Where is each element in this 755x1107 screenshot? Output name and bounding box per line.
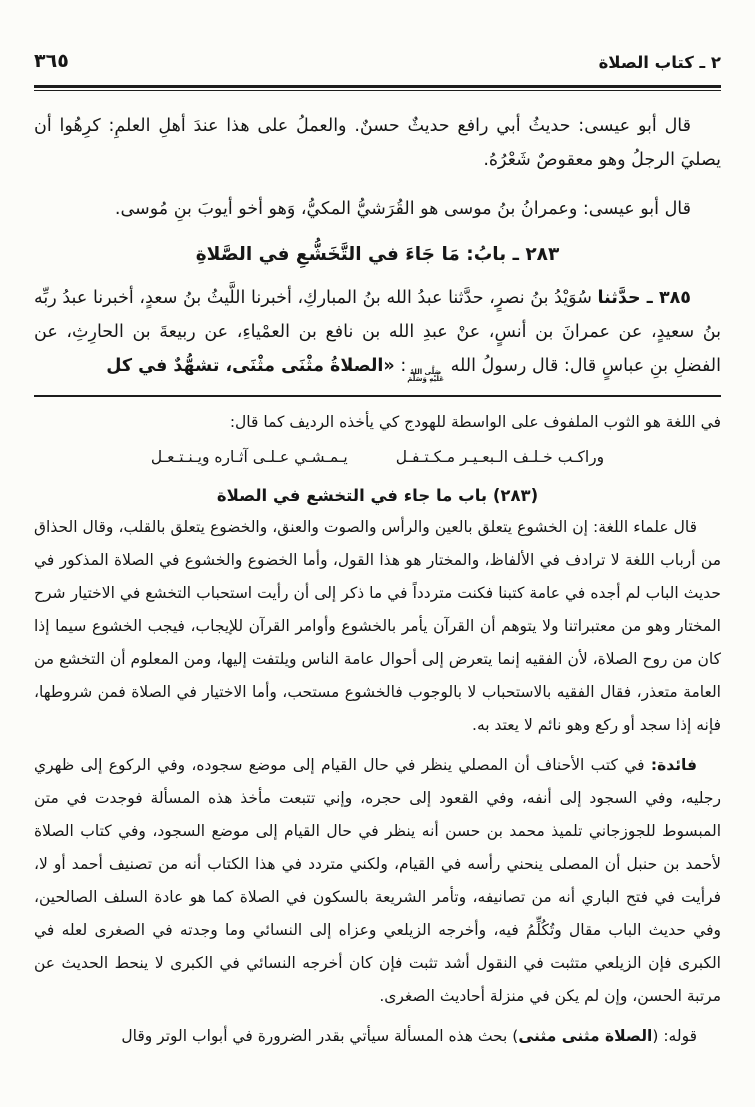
honorific-top-line: صَلَّى اللهُ: [409, 368, 442, 376]
paragraph-qawluhu: [34, 1020, 721, 1053]
header-rule: [34, 85, 721, 91]
paragraph-linguists: قال علماء اللغة: إن الخشوع يتعلق بالعين والرأس والصوت والعنق، والخضوع يتعلق بالقلب، وقال الحذاق من أرباب اللغة لا ترادف في الألفاظ، والمختار هو هذا القول، وأما الخضوع والخشوع في الصلاة المذكور في حديث الباب لم أجده في عامة كتبنا فكنت متردداً في ما ذكر إلى أن رأيت استحباب التخشع في الاختيار شرح المختار وهو من معتبراتنا ولا يتوهم أن القرآن يأمر بالخشوع وأوامر القرآن للإيجاب، فيجب الخشوع سيما إذا كان من روح الصلاة، لأن الفقيه إنما يتعرض إلى أحوال عامة الناس ويلتفت إليها، ومن المعلوم أن التخشع من العامة متعذر، فقال الفقيه بالاستحباب لا بالوجوب فالخشوع مستحب، وأما الاختيار في الصلاة فمن شروطها، فإنه إذا سجد أو ركع وهو نائم لا يعتد به.: [34, 518, 721, 734]
hadith-matn-section: [34, 109, 721, 383]
hadith-number-label: ٣٨٥ ـ حدَّثنا: [597, 288, 691, 308]
page-header: [34, 50, 721, 72]
page-number: ٣٦٥: [34, 50, 69, 72]
verse-first-hemistich: وراكـب خـلـف الـبعـيـر مـكـتـفـل: [395, 448, 605, 466]
faida-body: في كتب الأحناف أن المصلي ينظر في حال القيام إلى موضع سجوده، وفي الركوع إلى ظهري رجليه، وفي السجود إلى أنفه، وفي القعود إلى حجره، وإني تتبعت مأخذ هذه المسألة فوجدت في متن المبسوط للجوزجاني تلميذ محمد بن حسن أنه ينظر في حال القيام إلى موضع السجود، وفي كتاب الصلاة لأحمد بن حنبل أن المصلى ينحني رأسه في القيام، ولكني متردد في هذا الكتاب أنه من تصنيف أحمد أو لا، فرأيت في فتح الباري أنه من تصانيفه، وتأمر الشريعة بالسكون في الصلاة كما هو عادة السلف الصالحين، وفي حديث الباب مقال وتُكُلِّمُ فيه، وأخرجه الزيلعي وعزاه إلى النسائي وما وجدته في الصغرى لعله في الكبرى فإن الزيلعي متثبت في النقول أشد تثبت فإن كان أخرجه النسائي في الكبرى لا ينحط الحديث عن مرتبة الحسن، وإن لم يكن في منزلة أحاديث الصغرى.: [34, 756, 721, 1005]
isnad-colon: :: [400, 356, 407, 376]
paragraph-continuation: في اللغة هو الثوب الملفوف على الواسطة للهودج كي يأخذه الرديف كما قال:: [229, 413, 721, 431]
qawluhu-rest: ) بحث هذه المسألة سيأتي بقدر الضرورة في أبواب الوتر وقال: [121, 1027, 519, 1045]
qawluhu-prefix: قوله: (: [652, 1027, 697, 1045]
chapter-heading-283: ٢٨٣ ـ بابُ: مَا جَاءَ في التَّخَشُّعِ في الصَّلاةِ: [195, 244, 560, 265]
commentary-separator-rule: [34, 395, 721, 397]
hadith-isnad: سُوَيْدُ بنُ نصرٍ، حدَّثنا عبدُ الله بنُ المباركِ، أخبرنا اللَّيثُ بنُ سعدٍ، أخبرنا عبدُ ربِّه بنُ سعيدٍ، عن عمرانَ بن أنسٍ، عنْ عبدِ الله بن نافع بن العمْياءِ، عن ربيعةَ بن الحارِثِ، عن الفضلِ بنِ عباسٍ قال: قال رسولُ الله: [34, 288, 721, 376]
commentary-section: [34, 406, 721, 1053]
paragraph-narrator-note: قال أبو عيسى: وعمرانُ بنُ موسى هو القُرَشيُّ المكيُّ، وَهو أخو أيوبَ بنِ مُوسى.: [114, 199, 691, 219]
paragraph-faida: [34, 749, 721, 1013]
honorific-saw-icon: [407, 369, 444, 382]
commentary-chapter-heading: (٢٨٣) باب ما جاء في التخشع في الصلاة: [216, 486, 539, 505]
honorific-bottom-line: عَلَيْهِ وَسَلَّمَ: [407, 374, 444, 383]
qawluhu-quoted-text: الصلاة مثنى مثنى: [518, 1027, 653, 1045]
chapter-title: ٢ ـ كتاب الصلاة: [598, 53, 721, 72]
paragraph-hadith-385: [34, 281, 721, 383]
paragraph-hadith-grading: قال أبو عيسى: حديثُ أبي رافع حديثٌ حسنٌ. والعملُ على هذا عندَ أهلِ العلمِ: كرِهُوا أن يصليَ الرجلُ وهو معقوصٌ شَعْرُهُ.: [34, 116, 721, 170]
hadith-text: «الصلاةُ مثْنَى مثْنَى، تشهُّدٌ في كل: [106, 356, 395, 376]
faida-label: فائدة:: [650, 756, 698, 774]
verse-second-hemistich: يـمـشـي عـلـى آثـاره ويـنـتـعـل: [150, 448, 348, 466]
poetry-verse: [34, 441, 721, 474]
